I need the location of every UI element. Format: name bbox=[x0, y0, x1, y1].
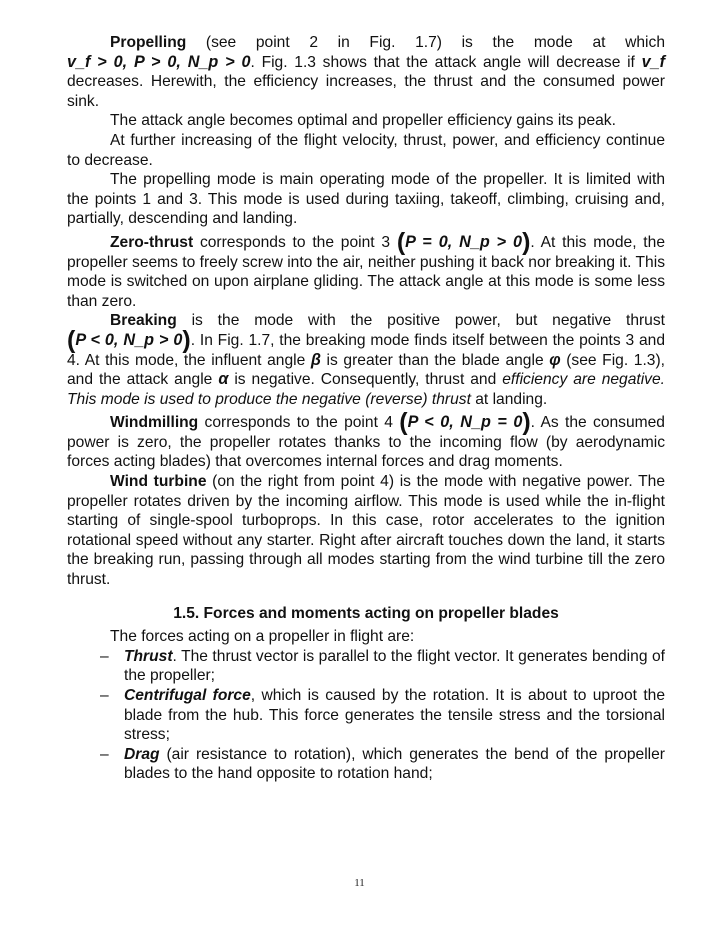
forces-list bbox=[67, 647, 665, 784]
bracket-close: ) bbox=[522, 227, 531, 256]
text-span: is negative. Consequently, thrust and bbox=[228, 371, 503, 389]
paragraph-main-mode: The propelling mode is main operating mode of the propeller. It is limited with the points 1 and 3. This mode is used during taxiing, takeoff, climbing, cruising and, partially, descending and landing. bbox=[67, 171, 665, 228]
text-span: is the mode with the positive power, but negative thrust bbox=[176, 312, 665, 330]
text-span: . Fig. 1.3 shows that the attack angle will decrease if bbox=[250, 53, 642, 71]
math-breaking-condition: P < 0, N_p > 0 bbox=[75, 330, 183, 349]
text-span: , which is caused by the rotation. It is about to uproot the blade from the hub. This force generates the tensile stress and the torsional stress; bbox=[124, 687, 665, 744]
text-span: (see point 2 in Fig. 1.7) is the mode at which bbox=[186, 34, 665, 51]
text-span: . At this mode, the propeller seems to freely screw into the air, neither pushing it back nor breaking it. This mode is switched on upon airplane gliding. The attack angle at this mode is some less than zero. bbox=[67, 233, 665, 310]
term-breaking: Breaking bbox=[110, 312, 177, 330]
bracket-open: ( bbox=[396, 227, 406, 256]
section-heading: 1.5. Forces and moments acting on propeller blades bbox=[173, 604, 559, 622]
text-span: is greater than the blade angle bbox=[320, 351, 550, 369]
list-item bbox=[124, 686, 665, 745]
text-span: (see Fig. 1.3), and the attack angle bbox=[67, 351, 665, 389]
page-number: 11 bbox=[354, 877, 365, 889]
text-span: . As the consumed power is zero, the propeller rotates thanks to the incoming flow (by aerodynamic forces acting blades) that overcomes internal forces and drag moments. bbox=[67, 414, 665, 471]
list-item bbox=[124, 745, 665, 784]
math-beta: β bbox=[310, 350, 321, 369]
math-alpha: α bbox=[218, 370, 229, 389]
term-centrifugal-force: Centrifugal force bbox=[124, 687, 251, 704]
term-wind-turbine: Wind turbine bbox=[110, 473, 207, 491]
text-span: (air resistance to rotation), which generates the bend of the propeller blades to the hand opposite to rotation hand; bbox=[124, 745, 665, 783]
math-propelling-condition: v_f > 0, P > 0, N_p > 0 bbox=[67, 52, 251, 71]
paragraph-breaking bbox=[67, 311, 665, 409]
bracket-close: ) bbox=[182, 325, 191, 354]
term-drag: Drag bbox=[124, 745, 160, 763]
document-page bbox=[67, 33, 665, 784]
paragraph-optimal-attack-angle: The attack angle becomes optimal and propeller efficiency gains its peak. bbox=[110, 112, 616, 130]
term-zero-thrust: Zero-thrust bbox=[110, 233, 194, 251]
math-windmilling-condition: P < 0, N_p = 0 bbox=[407, 413, 523, 432]
term-propelling: Propelling bbox=[110, 34, 187, 51]
paragraph-further-increasing: At further increasing of the flight velocity, thrust, power, and efficiency continue to decrease. bbox=[67, 131, 665, 169]
italic-span: efficiency are negative. This mode is used to produce the negative (reverse) thrust bbox=[67, 371, 665, 408]
list-item bbox=[124, 647, 665, 686]
text-span: corresponds to the point 4 bbox=[198, 414, 400, 432]
text-span: . In Fig. 1.7, the breaking mode finds itself between the points 3 and 4. At this mode, the influent angle bbox=[67, 331, 665, 369]
text-span: . The thrust vector is parallel to the flight vector. It generates bending of the propeller; bbox=[124, 647, 665, 685]
text-span: corresponds to the point 3 bbox=[193, 233, 397, 251]
text-span: (on the right from point 4) is the mode with negative power. The propeller rotates driven by the incoming airflow. This mode is used while the in-flight starting of single-spool turboprops. In this case, rotor accelerates to the ignition rotational speed without any starter. Right after aircraft touches down the land, it starts the breaking run, passing through all modes starting from the wind turbine till the zero thrust. bbox=[67, 473, 666, 589]
bracket-open: ( bbox=[67, 325, 76, 354]
paragraph-wind-turbine bbox=[67, 472, 665, 590]
math-phi: φ bbox=[549, 350, 561, 369]
math-vf: v_f bbox=[641, 52, 665, 71]
math-zero-thrust-condition: P = 0, N_p > 0 bbox=[405, 232, 523, 251]
text-span: decreases. Herewith, the efficiency increases, the thrust and the consumed power sink. bbox=[67, 73, 665, 110]
text-span: at landing. bbox=[470, 390, 548, 408]
term-windmilling: Windmilling bbox=[110, 414, 199, 432]
paragraph-propelling bbox=[67, 33, 665, 111]
forces-intro: The forces acting on a propeller in flight are: bbox=[110, 628, 415, 646]
paragraph-windmilling bbox=[67, 408, 665, 472]
paragraph-zero-thrust bbox=[67, 227, 665, 311]
term-thrust: Thrust bbox=[124, 647, 173, 665]
bracket-open: ( bbox=[399, 408, 408, 437]
bracket-close: ) bbox=[522, 408, 531, 437]
